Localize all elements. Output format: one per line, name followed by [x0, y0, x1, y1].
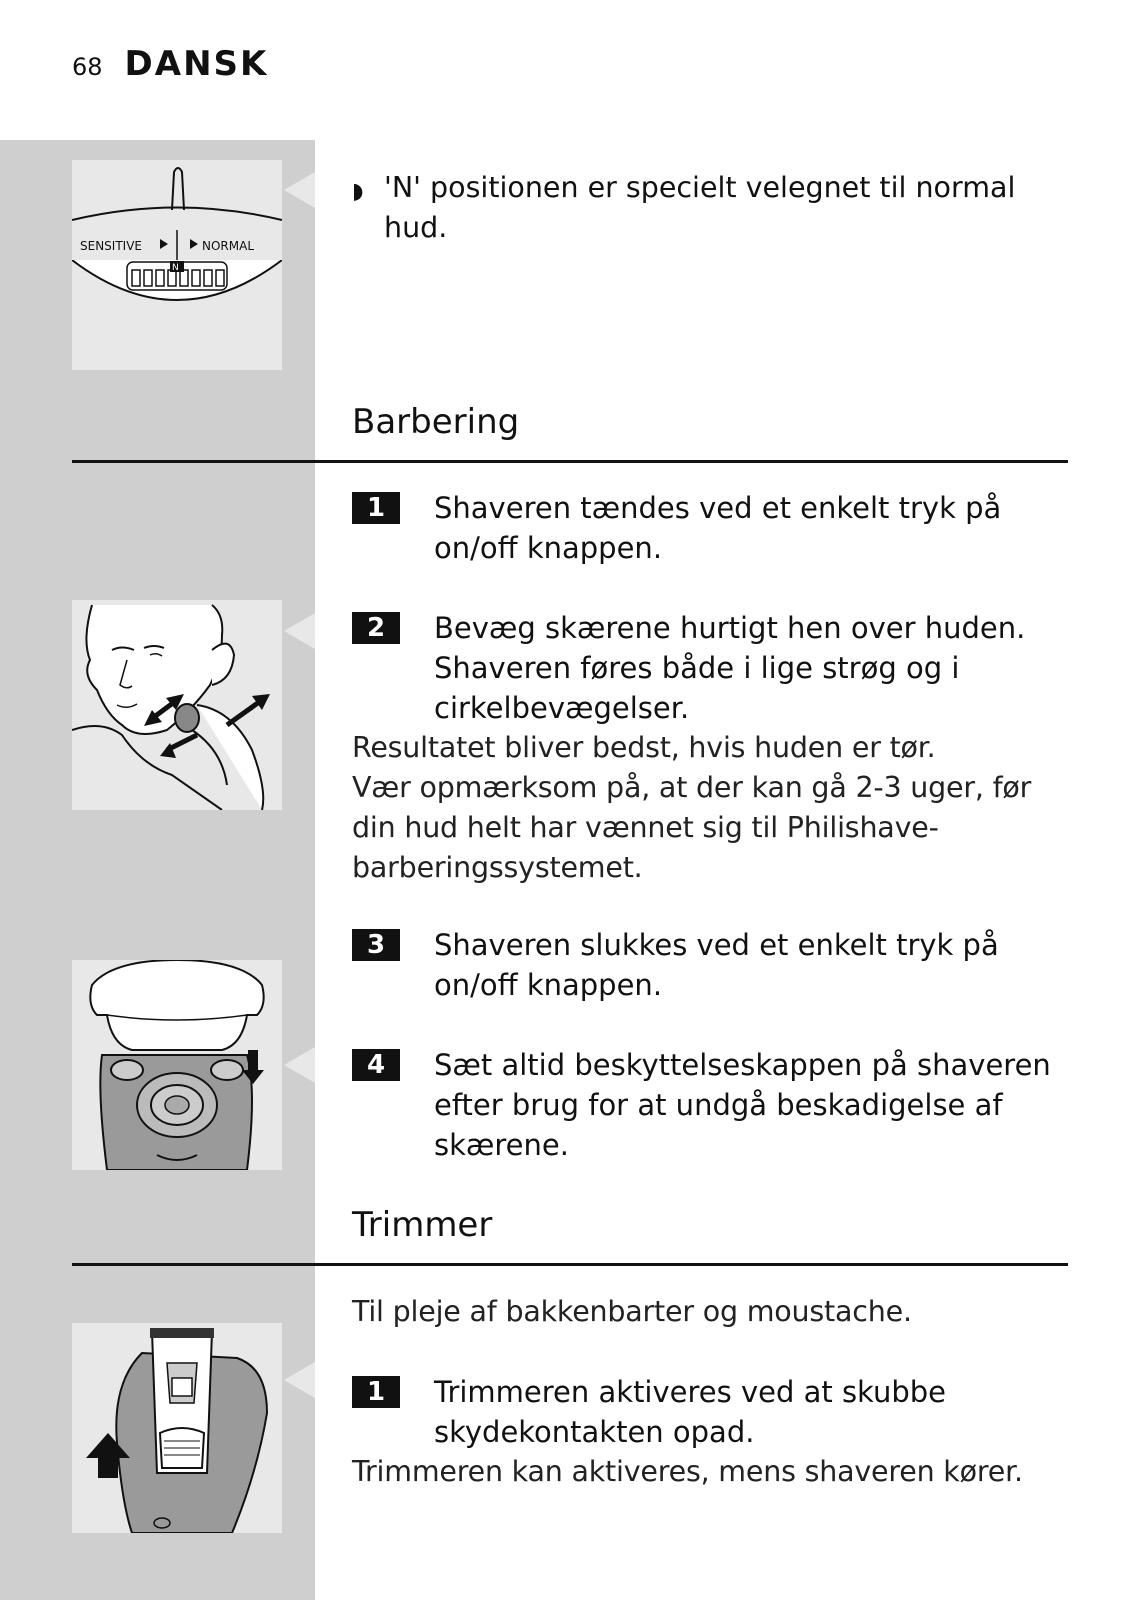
- page-number: 68: [72, 53, 103, 81]
- normal-label: NORMAL: [202, 239, 255, 253]
- step-text: Trimmeren aktiveres ved at skubbe skydekontakten opad.: [434, 1375, 946, 1449]
- fig2-pointer: [284, 613, 315, 649]
- step-number: 1: [352, 492, 400, 524]
- step-number: 4: [352, 1049, 400, 1081]
- trimmer-intro: Til pleje af bakkenbarter og moustache.: [352, 1295, 912, 1328]
- sensitive-label: SENSITIVE: [80, 239, 142, 253]
- section-title-barbering: Barbering: [352, 402, 520, 442]
- fig1-pointer: [284, 172, 315, 208]
- step-number: 2: [352, 612, 400, 644]
- step-number: 3: [352, 929, 400, 961]
- step-text: Shaveren slukkes ved et enkelt tryk på on/off knappen.: [434, 928, 999, 1002]
- section-rule: [72, 1263, 1068, 1266]
- language-heading: DANSK: [124, 44, 269, 84]
- protective-cap-illustration: [72, 960, 282, 1170]
- section-title-trimmer: Trimmer: [352, 1205, 493, 1245]
- page-header: [72, 44, 268, 94]
- bullet-text: 'N' positionen er specielt velegnet til normal hud.: [384, 171, 1016, 244]
- step-number: 1: [352, 1376, 400, 1408]
- shaving-note: Resultatet bliver bedst, hvis huden er tør. Vær opmærksom på, at der kan gå 2-3 uger, før din hud helt har vænnet sig til Philishave- barberingssystemet.: [352, 731, 1032, 884]
- trimmer-illustration: [72, 1323, 282, 1533]
- half-circle-bullet-icon: ◗: [352, 179, 364, 204]
- section-rule: [72, 460, 1068, 463]
- dial-mark: N: [172, 263, 179, 273]
- dial-illustration: [72, 160, 282, 370]
- fig4-pointer: [284, 1362, 315, 1398]
- step-text: Bevæg skærene hurtigt hen over huden. Shaveren føres både i lige strøg og i cirkelbevægelser.: [434, 611, 1026, 725]
- trimmer-note: Trimmeren kan aktiveres, mens shaveren kører.: [352, 1455, 1023, 1488]
- step-text: Shaveren tændes ved et enkelt tryk på on/off knappen.: [434, 491, 1002, 565]
- step-text: Sæt altid beskyttelseskappen på shaveren efter brug for at undgå beskadigelse af skærene.: [434, 1048, 1051, 1162]
- shaving-face-illustration: [72, 600, 282, 810]
- fig3-pointer: [284, 1047, 315, 1083]
